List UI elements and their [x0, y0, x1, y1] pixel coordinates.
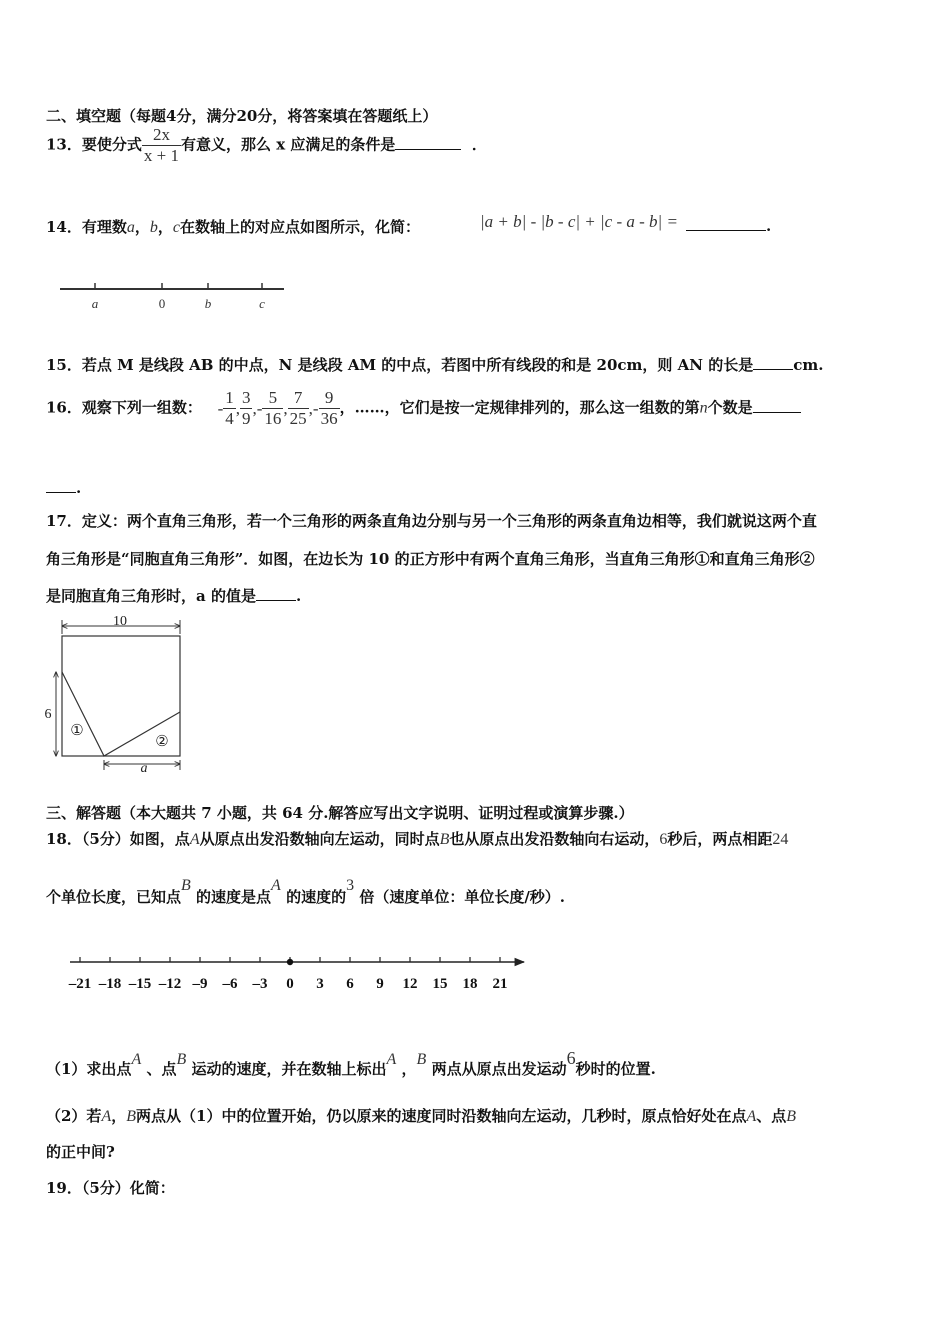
q14-var-c: c: [172, 219, 181, 236]
q16-fraction: [319, 388, 340, 429]
section-2-heading: 二、填空题（每题4分，满分20分，将答案填在答题纸上）: [46, 107, 438, 125]
q17-answer-blank[interactable]: [256, 586, 296, 601]
q17-line-2: 角三角形是“同胞直角三角形”．如图，在边长为 10 的正方形中有两个直角三角形，当直角三角形①和直角三角形②: [46, 550, 815, 568]
q18-axis-tick-label: –9: [192, 976, 208, 992]
q16-sign: ,: [235, 398, 240, 418]
q13-number: 13．: [46, 135, 82, 154]
q18-part1-six: 6: [566, 1048, 576, 1068]
q18-axis-tick-label: –3: [252, 976, 268, 992]
q18-six: 6: [659, 831, 668, 848]
q18-axis-tick-label: 15: [432, 976, 448, 992]
q18-part1-text-c: 运动的速度，并在数轴上标出: [191, 1060, 387, 1078]
q16-fraction-numerator: 3: [241, 388, 251, 407]
q16-fraction-numerator: 7: [288, 388, 309, 409]
q18-line1-part-a: 18．（5分）如图，点: [46, 830, 190, 848]
q18-line2-part-a: 个单位长度，已知点: [46, 888, 182, 906]
q18-number-line: [60, 948, 540, 996]
q18-part1-text-a: （1）求出点: [46, 1060, 132, 1078]
q18-point-B: B: [439, 831, 450, 848]
q14-axis-label-c: c: [259, 296, 265, 311]
q16-fraction: [223, 388, 236, 429]
q16-fraction-numerator: 5: [262, 388, 283, 409]
q18-line2-part-c: 的速度的: [286, 888, 347, 906]
q18-part1-point-B: B: [176, 1051, 187, 1068]
q17-label-6: 6: [44, 707, 52, 722]
q18-point-A: A: [189, 831, 200, 848]
question-16: [46, 388, 801, 429]
q18-axis-tick-label: 21: [492, 976, 508, 992]
q16-fraction-numerator: 1: [225, 388, 234, 407]
q16-fraction: [288, 388, 309, 429]
q13-answer-blank[interactable]: [395, 135, 461, 150]
question-14: 14．有理数a，b，c在数轴上的对应点如图所示，化简：: [46, 218, 421, 236]
q18-axis-tick-label: 12: [402, 976, 418, 992]
q18-line-2: [46, 877, 566, 907]
q16-answer-blank[interactable]: [753, 398, 801, 413]
q18-part2-text-d: 、点: [756, 1107, 787, 1125]
q13-frac-num: 2x: [142, 125, 181, 146]
q14-text-2: 在数轴上的对应点如图所示，化简：: [180, 218, 421, 236]
q17-triangle-2-label: ②: [155, 734, 169, 750]
question-15: [46, 354, 823, 375]
q18-line2-point-A: A: [271, 877, 281, 894]
q18-line2-part-d: 倍（速度单位：单位长度/秒）.: [359, 888, 566, 906]
q18-line-1: [46, 828, 788, 849]
q18-origin-point: [287, 959, 293, 965]
q16-answer-blank-cont[interactable]: [46, 478, 76, 493]
q15-unit: cm.: [793, 356, 824, 374]
section-3-heading: 三、解答题（本大题共 7 小题，共 64 分.解答应写出文字说明、证明过程或演算步骤.）: [46, 804, 634, 822]
q16-fraction-denominator: 4: [225, 409, 234, 428]
q17-label-a: a: [140, 761, 148, 772]
q14-text-1: 有理数: [81, 218, 127, 236]
q18-part2-point-A2: A: [746, 1108, 757, 1125]
q17-triangle-1-label: ①: [70, 723, 84, 739]
q18-part-2-end: 的正中间?: [46, 1143, 115, 1161]
q16-fraction-denominator: 25: [289, 409, 307, 428]
q16-fraction-numerator: 9: [319, 388, 340, 409]
q14-number-line: [56, 276, 296, 316]
q14-end: .: [766, 217, 772, 235]
q18-line1-part-d: 秒后，两点相距: [667, 830, 773, 848]
q16-continuation: [46, 478, 81, 497]
q18-line2-part-b: 的速度是点: [196, 888, 272, 906]
q15-number: 15．: [46, 356, 82, 374]
q13-frac-den: x + 1: [143, 146, 179, 165]
q16-fraction-denominator: 16: [264, 409, 282, 428]
q18-distance: 24: [772, 831, 789, 848]
q18-part1-point-A: A: [131, 1051, 142, 1068]
q18-axis-tick-label: –15: [128, 976, 152, 992]
q18-axis-tick-label: 9: [376, 976, 384, 992]
q16-var-n: n: [699, 399, 708, 417]
q18-axis-tick-label: –12: [158, 976, 182, 992]
q16-end: .: [76, 479, 82, 497]
q14-number: 14．: [46, 218, 82, 236]
q17-end: .: [295, 587, 302, 605]
q18-part2-text-b: ，: [111, 1107, 127, 1125]
q16-sign: ,-: [252, 398, 263, 418]
q16-fraction: [240, 388, 253, 429]
q18-part1-text-d: ，: [401, 1060, 417, 1078]
q14-expression: |a + b| - |b - c| + |c - a - b| =: [480, 212, 678, 231]
q18-axis-tick-label: 3: [316, 976, 324, 992]
q14-answer: [686, 216, 771, 235]
q18-axis-tick-label: 6: [346, 976, 354, 992]
q18-part2-text-c: 两点从（1）中的位置开始，仍以原来的速度同时沿数轴向左运动，几秒时，原点恰好处在点: [136, 1107, 747, 1125]
q16-fraction-denominator: 36: [320, 409, 338, 428]
q16-fraction-denominator: 9: [241, 409, 251, 428]
q18-part1-text-b: 、点: [146, 1060, 177, 1078]
q14-var-b: b: [149, 219, 158, 236]
q16-text-3: 个数是: [707, 398, 753, 417]
q13-text-2: 有意义，那么 x 应满足的条件是: [180, 135, 396, 154]
q18-axis-tick-label: 0: [286, 976, 294, 992]
q16-fraction: [262, 388, 283, 429]
q18-part2-point-B: B: [126, 1108, 137, 1125]
q18-line2-point-B: B: [181, 877, 191, 894]
q18-part1-point-B2: B: [416, 1051, 427, 1068]
q14-answer-blank[interactable]: [686, 216, 766, 231]
q16-sign: -: [217, 398, 224, 418]
q14-axis-label-a: a: [91, 296, 99, 311]
q18-axis-tick-label: 18: [462, 976, 478, 992]
q18-part1-text-e: 两点从原点出发运动: [431, 1060, 567, 1078]
q18-line1-part-b: 从原点出发沿数轴向左运动，同时点: [199, 830, 440, 848]
q13-text-1: 要使分式: [81, 135, 142, 154]
q14-axis-label-0: 0: [158, 296, 166, 311]
q16-sign: ,: [283, 398, 288, 418]
q14-axis-label-b: b: [204, 296, 212, 311]
q15-answer-blank[interactable]: [753, 355, 793, 370]
q16-text-1: 观察下列一组数：: [81, 398, 202, 417]
q14-var-a: a: [126, 219, 135, 236]
question-13: [46, 125, 487, 166]
q18-part-1: [46, 1048, 656, 1079]
q18-part2-point-A: A: [101, 1108, 112, 1125]
q18-part1-text-f: 秒时的位置.: [575, 1060, 656, 1078]
q18-axis-tick-label: –18: [98, 976, 122, 992]
q18-line1-part-c: 也从原点出发沿数轴向右运动，: [449, 830, 660, 848]
q16-sequence: [217, 388, 340, 428]
q16-text-2: ，……，它们是按一定规律排列的，那么这一组数的第: [339, 398, 700, 417]
q18-three: 3: [346, 877, 355, 894]
q18-axis-tick-label: –21: [68, 976, 92, 992]
q18-axis-tick-label: –6: [222, 976, 238, 992]
q16-number: 16．: [46, 398, 82, 417]
q16-sign: ,-: [308, 398, 319, 418]
q17-square-figure: [40, 612, 190, 772]
q17-label-10: 10: [113, 614, 127, 629]
q13-fraction: [142, 125, 181, 166]
q15-text: 若点 M 是线段 AB 的中点，N 是线段 AM 的中点，若图中所有线段的和是 20cm，则 AN 的长是: [81, 356, 754, 374]
q17-line-1: 17．定义：两个直角三角形，若一个三角形的两条直角边分别与另一个三角形的两条直角边相等，我们就说这两个直: [46, 512, 817, 530]
q17-line-3-text: 是同胞直角三角形时，a 的值是: [46, 587, 256, 605]
q18-part2-point-B2: B: [786, 1108, 797, 1125]
question-19: 19．（5分）化简：: [46, 1179, 175, 1197]
q18-part2-text-a: （2）若: [46, 1107, 102, 1125]
q17-line-3: [46, 585, 301, 606]
q13-end: ．: [471, 135, 487, 154]
q18-part-2: [46, 1105, 796, 1126]
q18-part1-point-A2: A: [386, 1051, 397, 1068]
